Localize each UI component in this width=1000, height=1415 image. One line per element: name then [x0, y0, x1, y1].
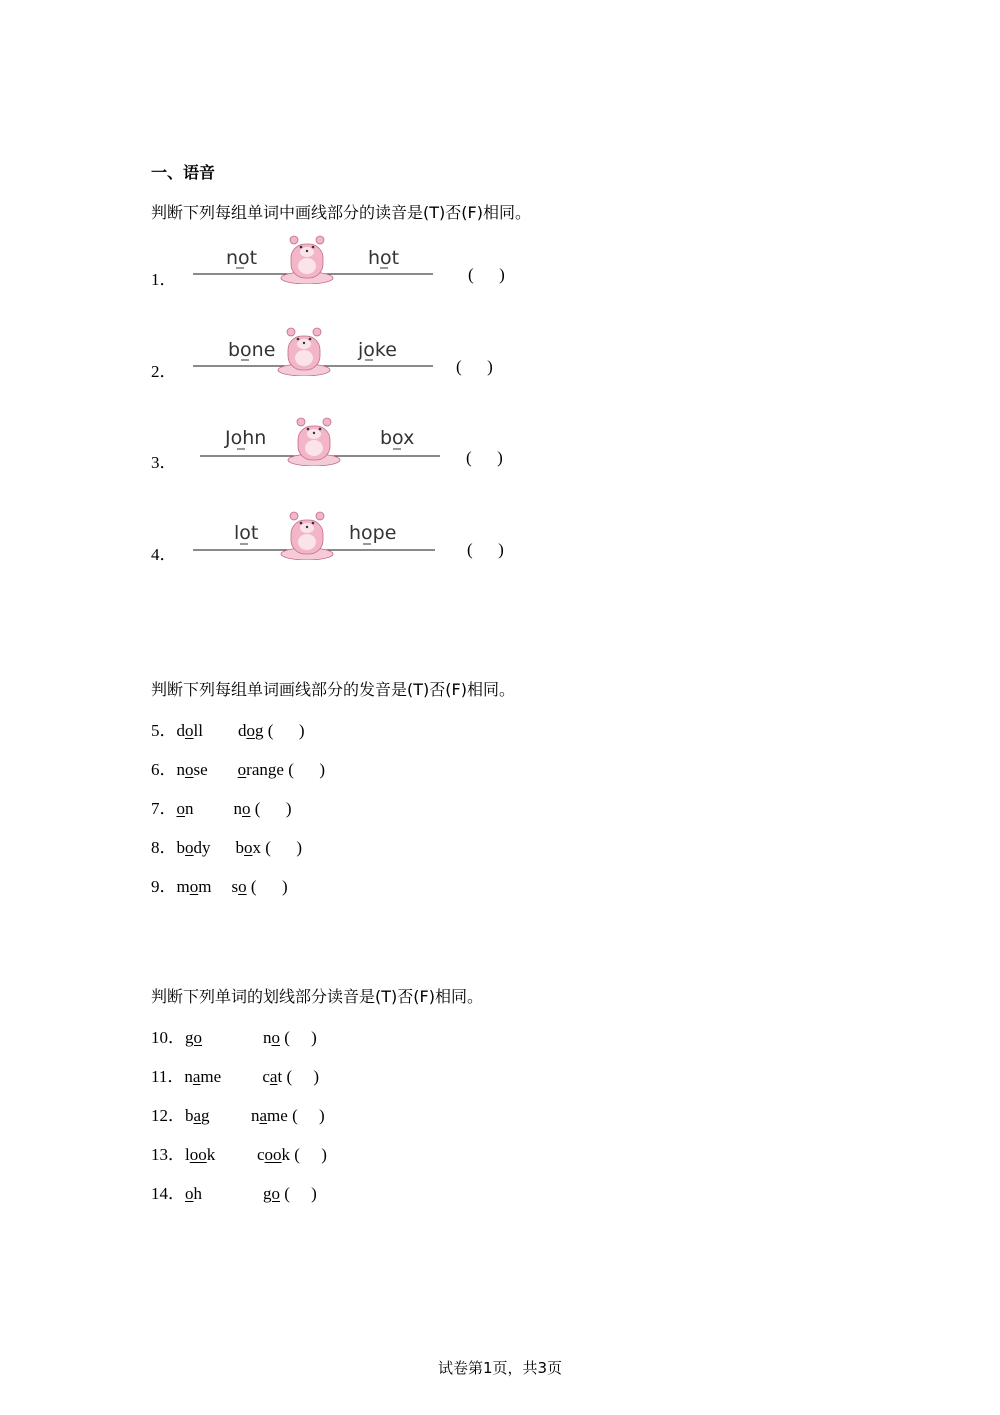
page-footer	[0, 1357, 1000, 1378]
question-14	[151, 1179, 317, 1204]
question-4-word2: hope	[349, 522, 397, 544]
question-5-answer-blank[interactable]: ( )	[267, 721, 305, 740]
question-13-word1: look	[185, 1145, 216, 1164]
question-2-number: 2．	[151, 362, 177, 381]
question-13-answer-blank[interactable]: ( )	[294, 1145, 327, 1164]
question-11-word1: name	[184, 1067, 222, 1086]
question-12-word2: name	[251, 1106, 288, 1125]
question-4-picture	[188, 508, 440, 560]
question-11-number: 11．	[151, 1067, 185, 1086]
question-2-word2: joke	[358, 339, 397, 361]
bear-illustration-icon	[288, 418, 340, 466]
page-number: 试卷第1页，共3页	[437, 1359, 563, 1377]
question-7-answer-blank[interactable]: ( )	[254, 799, 292, 818]
question-12-answer-blank[interactable]: ( )	[292, 1106, 325, 1125]
question-1-word1: not	[226, 247, 258, 269]
question-12	[151, 1101, 325, 1126]
question-11-word2: cat	[262, 1067, 283, 1086]
question-4-answer-blank[interactable]: ( )	[467, 540, 504, 559]
question-9-number: 9．	[151, 877, 177, 896]
question-8-word1: body	[176, 838, 211, 857]
question-3-picture	[195, 414, 445, 466]
question-3-number: 3．	[151, 453, 177, 472]
bear-illustration-icon	[278, 328, 330, 376]
question-3-word1: John	[225, 427, 267, 449]
question-7-word1: on	[176, 799, 194, 818]
question-6-answer-blank[interactable]: ( )	[288, 760, 326, 779]
question-14-number: 14．	[151, 1184, 185, 1203]
question-9	[151, 872, 288, 897]
question-14-word2: go	[263, 1184, 280, 1203]
question-12-word1: bag	[185, 1106, 210, 1125]
question-9-word2: so	[231, 877, 247, 896]
question-10-word1: go	[185, 1028, 202, 1047]
question-9-answer-blank[interactable]: ( )	[250, 877, 288, 896]
question-6-word1: nose	[176, 760, 208, 779]
question-8-number: 8．	[151, 838, 177, 857]
question-14-word1: oh	[185, 1184, 202, 1203]
bear-illustration-icon	[281, 512, 333, 560]
question-5-word2: dog	[237, 721, 264, 740]
question-8-word2: box	[235, 838, 261, 857]
question-10	[151, 1023, 317, 1048]
question-10-word2: no	[263, 1028, 280, 1047]
question-6-word2: orange	[237, 760, 284, 779]
question-4-word1: lot	[234, 522, 259, 544]
question-13-word2: cook	[257, 1145, 291, 1164]
bear-illustration-icon	[281, 236, 333, 284]
question-5-word1: doll	[176, 721, 203, 740]
part2-instruction: 判断下列每组单词画线部分的发音是(T)否(F)相同。	[151, 680, 515, 699]
question-14-answer-blank[interactable]: ( )	[284, 1184, 317, 1203]
question-7-word2: no	[233, 799, 251, 818]
question-6	[151, 755, 325, 780]
question-3-answer-blank[interactable]: ( )	[466, 448, 503, 467]
question-3-word2: box	[380, 427, 415, 449]
part3-instruction: 判断下列单词的划线部分读音是(T)否(F)相同。	[151, 987, 483, 1006]
question-5	[151, 716, 305, 741]
question-13	[151, 1140, 327, 1165]
question-1-answer-blank[interactable]: ( )	[468, 265, 505, 284]
question-6-number: 6．	[151, 760, 177, 779]
question-11-answer-blank[interactable]: ( )	[286, 1067, 320, 1086]
question-9-word1: mom	[176, 877, 212, 896]
question-2-answer-blank[interactable]: ( )	[456, 357, 493, 376]
question-10-answer-blank[interactable]: ( )	[284, 1028, 317, 1047]
part1-instruction: 判断下列每组单词中画线部分的读音是(T)否(F)相同。	[151, 203, 531, 222]
question-2-picture	[188, 324, 438, 376]
question-5-number: 5．	[151, 721, 177, 740]
question-7-number: 7．	[151, 799, 177, 818]
question-2-word1: bone	[228, 339, 276, 361]
question-1-word2: hot	[368, 247, 400, 269]
question-8	[151, 833, 302, 858]
question-11	[151, 1062, 319, 1087]
question-1-picture	[188, 232, 438, 284]
question-1-number: 1．	[151, 270, 177, 289]
question-10-number: 10．	[151, 1028, 185, 1047]
question-8-answer-blank[interactable]: ( )	[265, 838, 303, 857]
section-title: 一、语音	[151, 163, 216, 182]
question-7	[151, 794, 292, 819]
question-12-number: 12．	[151, 1106, 185, 1125]
question-13-number: 13．	[151, 1145, 185, 1164]
question-4-number: 4．	[151, 545, 177, 564]
